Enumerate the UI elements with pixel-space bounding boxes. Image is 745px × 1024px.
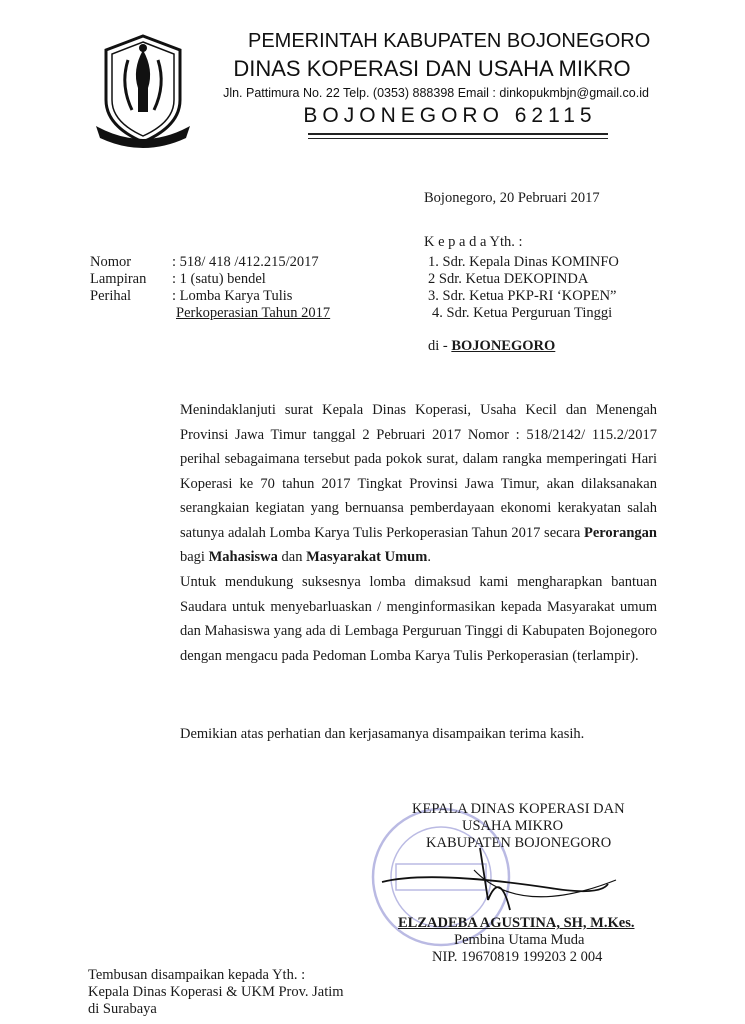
signatory-rank: Pembina Utama Muda bbox=[454, 932, 585, 948]
letterhead-rule-thick bbox=[308, 133, 608, 135]
recipient-item: 4. Sdr. Ketua Perguruan Tinggi bbox=[432, 305, 613, 321]
recipient-item: 2 Sdr. Ketua DEKOPINDA bbox=[428, 271, 589, 287]
signatory-title-3: KABUPATEN BOJONEGORO bbox=[426, 835, 612, 851]
di-place: BOJONEGORO bbox=[451, 338, 556, 354]
cc-heading: Tembusan disampaikan kepada Yth. : bbox=[88, 967, 306, 983]
cc-location: di Surabaya bbox=[88, 1001, 157, 1017]
recipient-item: 3. Sdr. Ketua PKP-RI ‘KOPEN” bbox=[428, 288, 617, 304]
cc-recipient: Kepala Dinas Koperasi & UKM Prov. Jatim bbox=[88, 984, 344, 1000]
letterhead-rule-thin bbox=[308, 138, 608, 139]
body-paragraph-3: Demikian atas perhatian dan kerjasamanya disampaikan terima kasih. bbox=[180, 726, 585, 742]
recipients-heading: K e p a d a Yth. : bbox=[424, 234, 523, 250]
perihal-value-line2: Perkoperasian Tahun 2017 bbox=[176, 305, 331, 321]
letterhead-city: BOJONEGORO 62115 bbox=[303, 104, 597, 127]
di-label: di - bbox=[428, 338, 448, 354]
nomor-label: Nomor bbox=[90, 254, 132, 270]
lampiran-label: Lampiran bbox=[90, 271, 147, 287]
lampiran-value: : 1 (satu) bendel bbox=[172, 271, 266, 287]
letterhead-address: Jln. Pattimura No. 22 Telp. (0353) 888398 Email : dinkopukmbjn@gmail.co.id bbox=[223, 86, 649, 100]
nomor-value: : 518/ 418 /412.215/2017 bbox=[172, 254, 319, 270]
letterhead-office: DINAS KOPERASI DAN USAHA MIKRO bbox=[233, 56, 631, 81]
body-paragraph-1: Menindaklanjuti surat Kepala Dinas Koperasi, Usaha Kecil dan Menengah Provinsi Jawa Timur tanggal 2 Pebruari 2017 Nomor : 518/2142/ 115.2/2017 perihal sebagaimana tersebut pada pokok surat, dalam rangka memperingati Hari Koperasi ke 70 tahun 2017 Tingkat Provinsi Jawa Timur, akan dilaksanakan serangkaian kegiatan yang bernuansa pemberdayaan ekonomi kerakyatan salah satunya adalah Lomba Karya Tulis Perkoperasian Tahun 2017 secara Perorangan bagi Mahasiswa dan Masyarakat Umum. bbox=[180, 402, 657, 565]
recipient-item: 1. Sdr. Kepala Dinas KOMINFO bbox=[428, 254, 619, 270]
regency-emblem-icon bbox=[88, 30, 198, 150]
perihal-label: Perihal bbox=[90, 288, 132, 304]
signatory-nip: NIP. 19670819 199203 2 004 bbox=[432, 949, 603, 965]
signatory-name: ELZADEBA AGUSTINA, SH, M.Kes. bbox=[398, 915, 635, 931]
letterhead-government: PEMERINTAH KABUPATEN BOJONEGORO bbox=[248, 30, 651, 52]
place-date: Bojonegoro, 20 Pebruari 2017 bbox=[424, 190, 600, 206]
recipient-destination bbox=[428, 338, 555, 355]
perihal-value: : Lomba Karya Tulis bbox=[172, 288, 293, 304]
handwritten-signature-icon bbox=[370, 840, 620, 920]
signatory-title-1: KEPALA DINAS KOPERASI DAN bbox=[412, 801, 625, 817]
body-paragraph-2: Untuk mendukung suksesnya lomba dimaksud kami mengharapkan bantuan Saudara untuk menyebarluaskan / menginformasikan kepada Masyarakat umum dan Mahasiswa yang ada di Lembaga Perguruan Tinggi di Kabupaten Bojonegoro dengan mengacu pada Pedoman Lomba Karya Tulis Perkoperasian (terlampir). bbox=[180, 574, 657, 664]
signatory-title-2: USAHA MIKRO bbox=[462, 818, 564, 834]
